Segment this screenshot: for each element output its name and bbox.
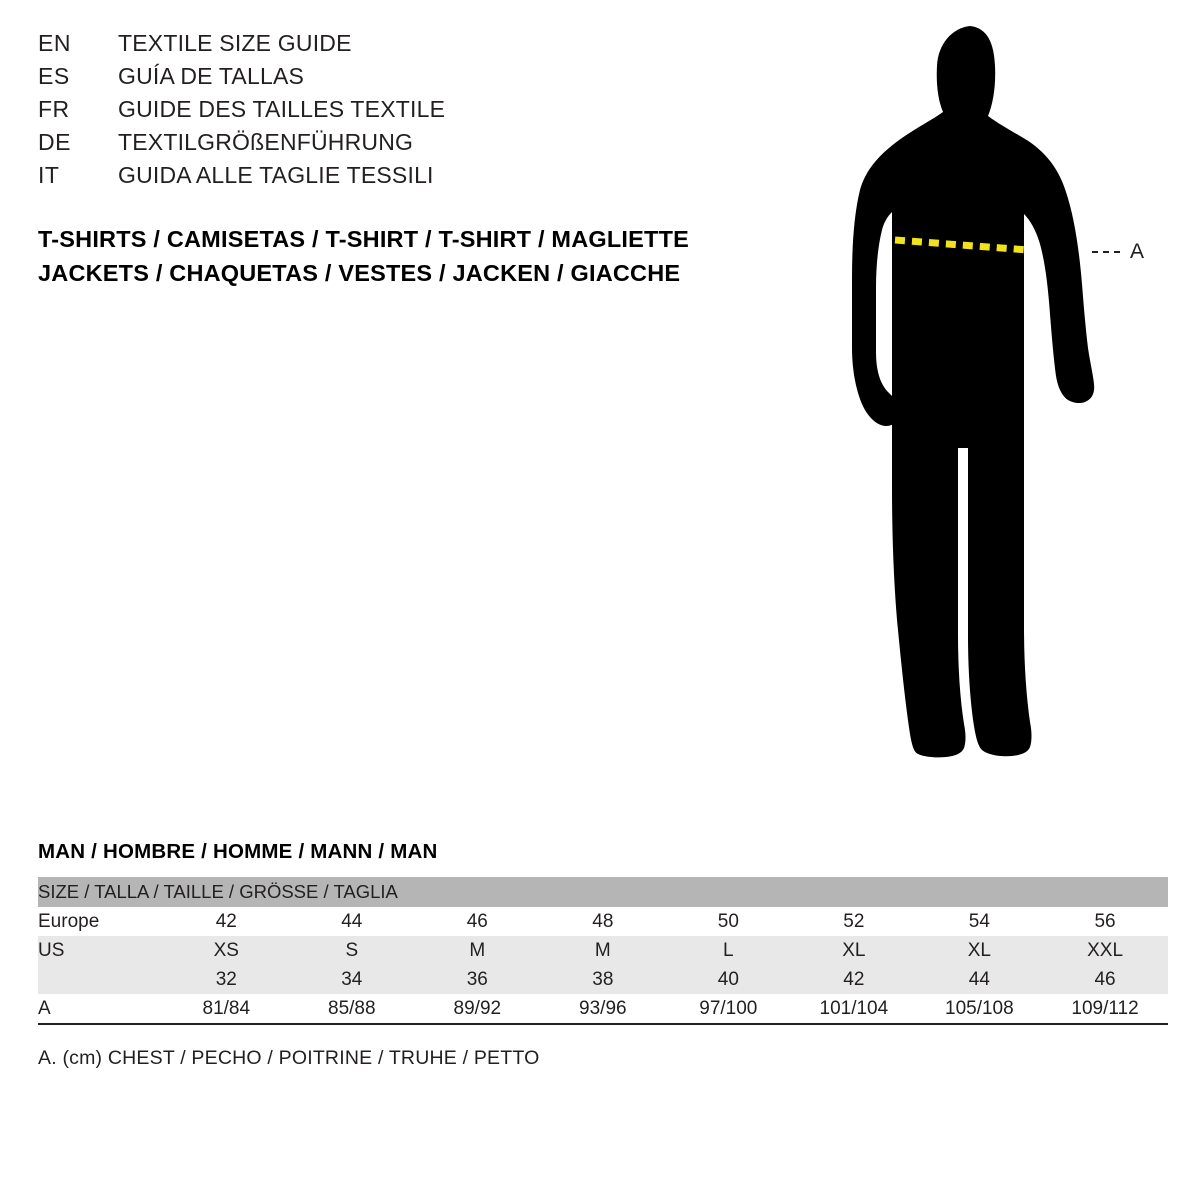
cell: 54 bbox=[917, 907, 1043, 936]
row-label: A bbox=[38, 994, 164, 1023]
cell: XS bbox=[164, 936, 290, 965]
cell: 97/100 bbox=[666, 994, 792, 1023]
cell: L bbox=[666, 936, 792, 965]
language-text: GUÍA DE TALLAS bbox=[118, 63, 305, 89]
row-label: Europe bbox=[38, 907, 164, 936]
cell: 109/112 bbox=[1042, 994, 1168, 1023]
language-text: TEXTILE SIZE GUIDE bbox=[118, 30, 352, 56]
category-list bbox=[38, 222, 798, 290]
language-row bbox=[38, 30, 738, 63]
cell: XL bbox=[791, 936, 917, 965]
cell: 40 bbox=[666, 965, 792, 994]
language-text: GUIDA ALLE TAGLIE TESSILI bbox=[118, 162, 434, 188]
body-figure bbox=[820, 18, 1180, 798]
size-table bbox=[38, 877, 1168, 1023]
cell: 46 bbox=[1042, 965, 1168, 994]
cell: 105/108 bbox=[917, 994, 1043, 1023]
size-table-section bbox=[38, 840, 1168, 1070]
table-header-row bbox=[38, 877, 1168, 907]
cell: 46 bbox=[415, 907, 541, 936]
cell: 50 bbox=[666, 907, 792, 936]
table-row bbox=[38, 936, 1168, 965]
measure-leader-line bbox=[1092, 251, 1120, 253]
cell: M bbox=[540, 936, 666, 965]
language-code: ES bbox=[38, 63, 70, 89]
measure-label-a: A bbox=[1130, 240, 1145, 263]
language-code: FR bbox=[38, 96, 70, 122]
language-row bbox=[38, 63, 738, 96]
row-label bbox=[38, 965, 164, 994]
category-line-jackets: JACKETS / CHAQUETAS / VESTES / JACKEN / GIACCHE bbox=[38, 260, 681, 286]
language-code: EN bbox=[38, 30, 71, 56]
cell: M bbox=[415, 936, 541, 965]
cell: 38 bbox=[540, 965, 666, 994]
cell: XXL bbox=[1042, 936, 1168, 965]
table-title: MAN / HOMBRE / HOMME / MANN / MAN bbox=[38, 840, 438, 863]
language-text: TEXTILGRÖßENFÜHRUNG bbox=[118, 129, 414, 155]
cell: 44 bbox=[917, 965, 1043, 994]
language-code: IT bbox=[38, 162, 60, 188]
cell: 44 bbox=[289, 907, 415, 936]
cell: 42 bbox=[791, 965, 917, 994]
table-row bbox=[38, 907, 1168, 936]
language-text: GUIDE DES TAILLES TEXTILE bbox=[118, 96, 446, 122]
cell: 36 bbox=[415, 965, 541, 994]
language-row bbox=[38, 96, 738, 129]
table-bottom-divider bbox=[38, 1023, 1168, 1025]
cell: 56 bbox=[1042, 907, 1168, 936]
cell: S bbox=[289, 936, 415, 965]
language-code: DE bbox=[38, 129, 71, 155]
cell: 42 bbox=[164, 907, 290, 936]
cell: XL bbox=[917, 936, 1043, 965]
cell: 52 bbox=[791, 907, 917, 936]
cell: 93/96 bbox=[540, 994, 666, 1023]
cell: 81/84 bbox=[164, 994, 290, 1023]
cell: 34 bbox=[289, 965, 415, 994]
cell: 48 bbox=[540, 907, 666, 936]
cell: 85/88 bbox=[289, 994, 415, 1023]
cell: 32 bbox=[164, 965, 290, 994]
table-row bbox=[38, 994, 1168, 1023]
footnote-chest-measure: A. (cm) CHEST / PECHO / POITRINE / TRUHE / PETTO bbox=[38, 1047, 540, 1069]
chest-measure-line-icon bbox=[820, 18, 1180, 798]
category-line-tshirts: T-SHIRTS / CAMISETAS / T-SHIRT / T-SHIRT / MAGLIETTE bbox=[38, 226, 689, 252]
table-header-label: SIZE / TALLA / TAILLE / GRÖSSE / TAGLIA bbox=[38, 877, 1168, 907]
language-list bbox=[38, 30, 738, 195]
table-row bbox=[38, 965, 1168, 994]
row-label: US bbox=[38, 936, 164, 965]
language-row bbox=[38, 162, 738, 195]
cell: 101/104 bbox=[791, 994, 917, 1023]
cell: 89/92 bbox=[415, 994, 541, 1023]
language-row bbox=[38, 129, 738, 162]
